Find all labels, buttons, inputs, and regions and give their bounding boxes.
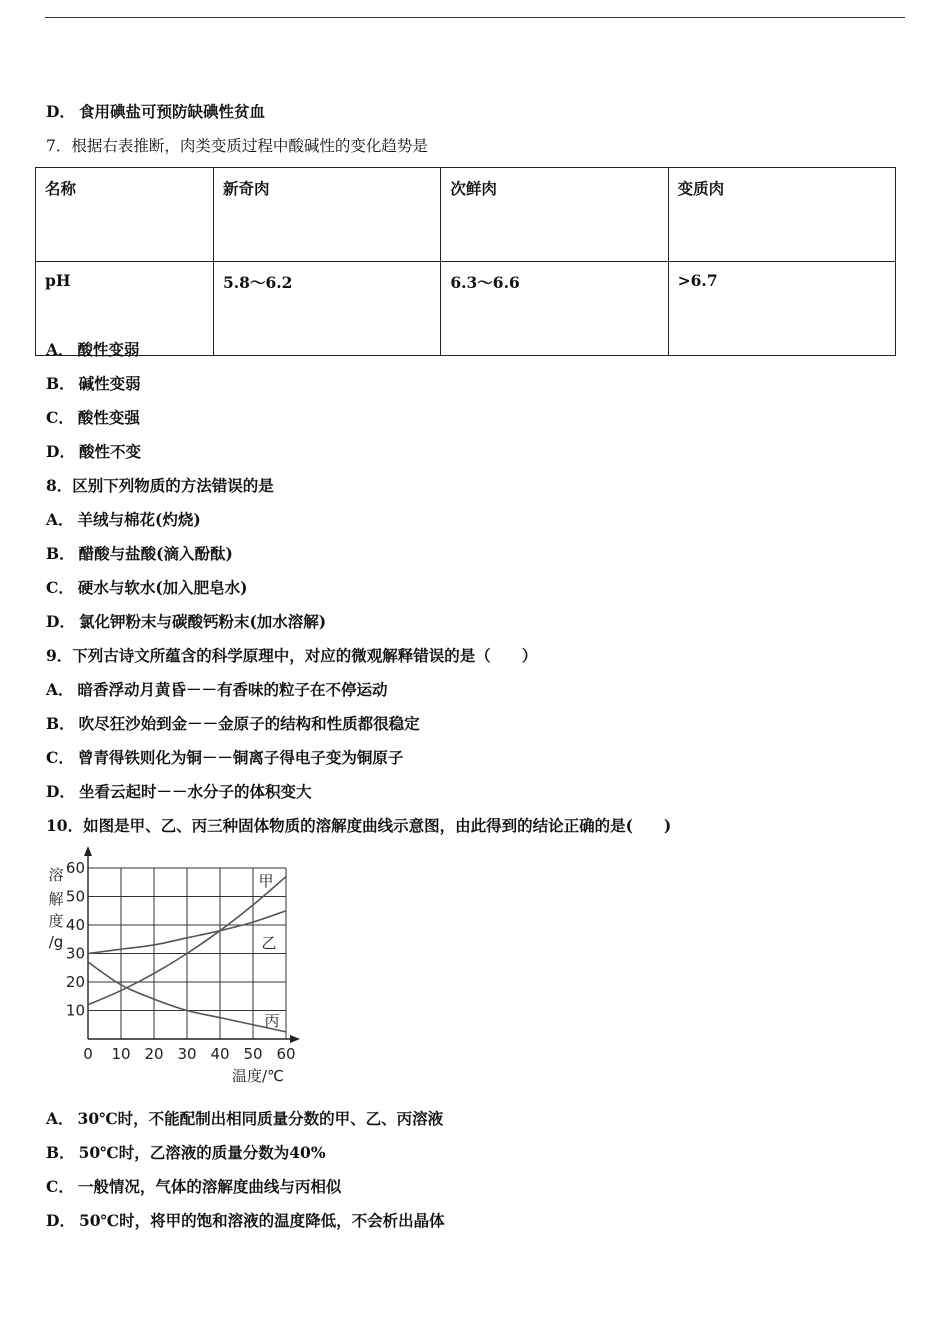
- table-cell: pH: [36, 262, 214, 356]
- y-axis-label: 溶: [48, 866, 64, 884]
- q7-stem: 7．根据右表推断，肉类变质过程中酸碱性的变化趋势是: [46, 137, 428, 155]
- q8-option-c: [46, 578, 248, 598]
- option-label: D．: [46, 612, 75, 631]
- x-tick-label: 30: [177, 1045, 197, 1063]
- option-text: 30℃时，不能配制出相同质量分数的甲、乙、丙溶液: [77, 1109, 444, 1128]
- q10-option-a: [46, 1109, 443, 1129]
- q10-option-c: [46, 1177, 341, 1197]
- q9-stem: 9．下列古诗文所蕴含的科学原理中，对应的微观解释错误的是（ ）: [46, 646, 538, 665]
- option-label: A．: [46, 1109, 74, 1128]
- option-text: 酸性不变: [78, 442, 141, 461]
- option-text: 吹尽狂沙始到金－－金原子的结构和性质都很稳定: [78, 714, 420, 733]
- option-label: C．: [46, 748, 74, 767]
- option-text: 50℃时，乙溶液的质量分数为40%: [78, 1143, 326, 1162]
- q6-option-d: [46, 102, 265, 122]
- q8-option-d: [46, 612, 326, 632]
- table-cell: 6.3～6.6: [441, 262, 668, 356]
- x-tick-label: 40: [210, 1045, 230, 1063]
- ph-table: [35, 167, 896, 356]
- option-label: A．: [46, 680, 74, 699]
- option-text: 硬水与软水(加入肥皂水): [77, 578, 248, 597]
- option-label: D．: [46, 442, 75, 461]
- x-tick-label: 0: [83, 1045, 93, 1063]
- q9-option-c: [46, 748, 403, 768]
- option-label: D．: [46, 1211, 75, 1230]
- table-cell: 新奇肉: [214, 168, 441, 262]
- x-axis-label: 温度/℃: [232, 1067, 284, 1085]
- option-text: 坐看云起时－－水分子的体积变大: [78, 782, 312, 801]
- y-tick-label: 20: [65, 973, 85, 991]
- y-tick-label: 60: [65, 859, 85, 877]
- table-cell: >6.7: [668, 262, 895, 356]
- option-text: 氯化钾粉末与碳酸钙粉末(加水溶解): [78, 612, 327, 631]
- q7-option-b: [46, 374, 141, 394]
- q7-option-a: [46, 340, 140, 360]
- option-text: 酸性变弱: [77, 340, 140, 359]
- q8-option-a: [46, 510, 201, 530]
- y-axis-arrow: [84, 846, 92, 856]
- q7-option-c: [46, 408, 140, 428]
- option-label: B．: [46, 374, 75, 393]
- option-text: 暗香浮动月黄昏－－有香味的粒子在不停运动: [77, 680, 388, 699]
- x-tick-label: 20: [144, 1045, 164, 1063]
- option-label: C．: [46, 408, 74, 427]
- option-text: 一般情况，气体的溶解度曲线与丙相似: [77, 1177, 342, 1196]
- x-tick-label: 10: [111, 1045, 131, 1063]
- option-label: D．: [46, 782, 75, 801]
- option-label: A．: [46, 510, 74, 529]
- y-axis-label: 度: [48, 912, 64, 930]
- table-cell: 名称: [36, 168, 214, 262]
- series-label: 丙: [264, 1012, 280, 1030]
- q10-stem: 10．如图是甲、乙、丙三种固体物质的溶解度曲线示意图，由此得到的结论正确的是( ): [46, 816, 672, 835]
- q9-option-d: [46, 782, 311, 802]
- y-axis-label: /g: [48, 933, 64, 951]
- x-tick-label: 50: [243, 1045, 263, 1063]
- q8-stem: 8．区别下列物质的方法错误的是: [46, 476, 274, 495]
- option-label: B．: [46, 1143, 75, 1162]
- table-header-row: [36, 168, 896, 262]
- table-cell: 次鲜肉: [441, 168, 668, 262]
- y-tick-label: 30: [65, 944, 85, 963]
- q8-option-b: [46, 544, 233, 564]
- y-tick-label: 50: [65, 887, 85, 906]
- q10-option-d: [46, 1211, 445, 1231]
- option-text: 碱性变弱: [78, 374, 141, 393]
- x-tick-label: 60: [276, 1045, 296, 1063]
- option-text: 醋酸与盐酸(滴入酚酞): [78, 544, 233, 563]
- q9-option-a: [46, 680, 388, 700]
- x-axis-arrow: [290, 1035, 300, 1043]
- option-text: 50℃时，将甲的饱和溶液的温度降低，不会析出晶体: [78, 1211, 445, 1230]
- option-label: C．: [46, 578, 74, 597]
- option-text: 食用碘盐可预防缺碘性贫血: [78, 102, 265, 121]
- option-label: A．: [46, 340, 74, 359]
- series-label: 乙: [261, 934, 277, 952]
- q7-option-d: [46, 442, 141, 462]
- option-text: 酸性变强: [77, 408, 140, 427]
- series-label: 甲: [258, 872, 274, 890]
- option-label: B．: [46, 544, 75, 563]
- option-text: 曾青得铁则化为铜－－铜离子得电子变为铜原子: [77, 748, 404, 767]
- y-tick-label: 10: [65, 1001, 85, 1020]
- y-axis-label: 解: [48, 890, 64, 908]
- solubility-chart: [40, 840, 320, 1090]
- option-label: C．: [46, 1177, 74, 1196]
- q10-option-b: [46, 1143, 326, 1163]
- y-tick-label: 40: [65, 916, 85, 934]
- q9-option-b: [46, 714, 420, 734]
- option-text: 羊绒与棉花(灼烧): [77, 510, 201, 529]
- table-row: [36, 262, 896, 356]
- table-cell: 变质肉: [668, 168, 895, 262]
- option-label: D．: [46, 102, 75, 121]
- header-rule: [45, 17, 905, 18]
- table-cell: 5.8～6.2: [214, 262, 441, 356]
- option-label: B．: [46, 714, 75, 733]
